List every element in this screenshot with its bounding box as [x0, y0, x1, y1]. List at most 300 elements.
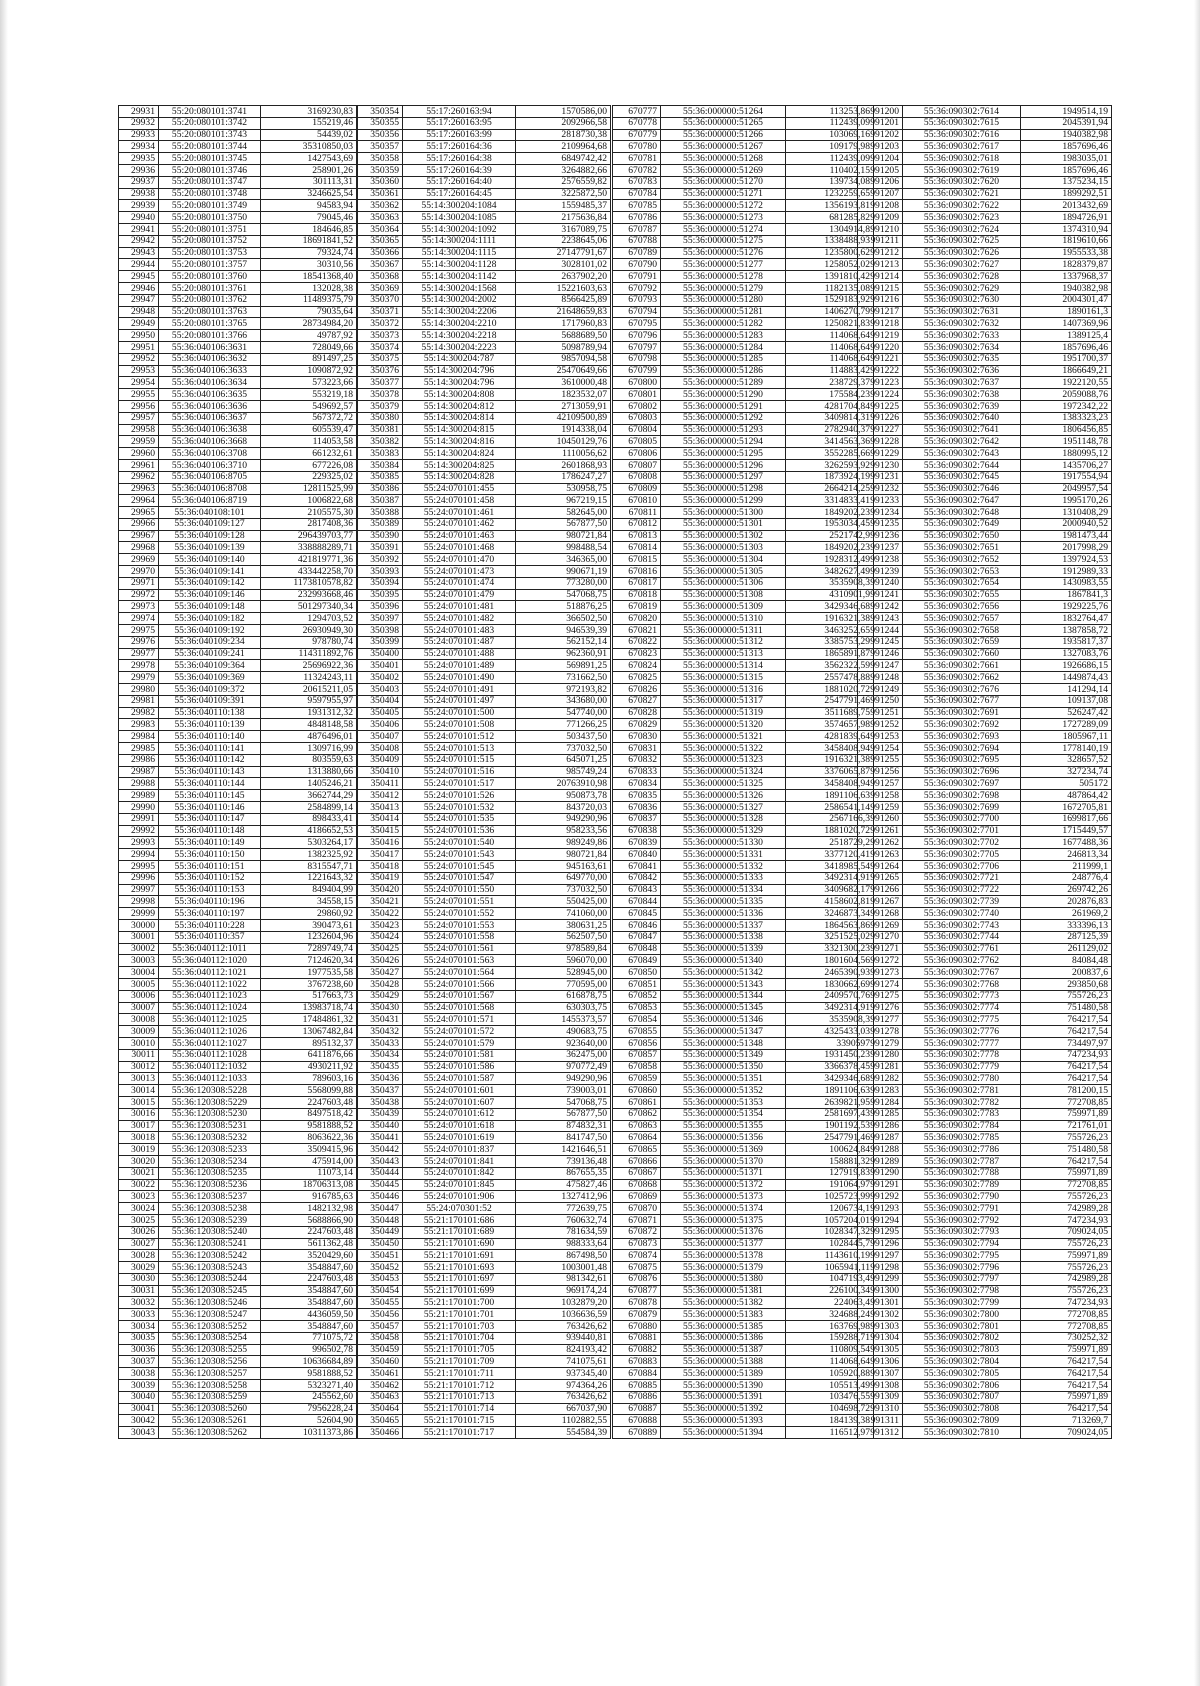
- table-row: [613, 931, 874, 943]
- cadastral-value: 1830662,69: [786, 978, 874, 990]
- table-row: [613, 377, 874, 389]
- cadastral-value: 1427543,69: [261, 153, 357, 165]
- cadastral-value: 3463252,65: [786, 625, 874, 637]
- cadastral-value: 3409814,31: [786, 412, 874, 424]
- cadastral-value: 1865891,87: [786, 648, 874, 660]
- cadastral-number: 55:36:040110:197: [159, 908, 261, 920]
- table-row: [858, 1297, 1112, 1309]
- cadastral-number: 55:24:070101:535: [403, 813, 516, 825]
- cadastral-value: 1232604,96: [261, 931, 357, 943]
- cadastral-value: 338888289,71: [261, 542, 357, 554]
- row-number: 350415: [358, 825, 403, 837]
- cadastral-number: 55:36:000000:51283: [661, 330, 786, 342]
- row-number: 350402: [358, 672, 403, 684]
- cadastral-number: 55:36:000000:51286: [661, 365, 786, 377]
- row-number: 670841: [613, 861, 661, 873]
- cadastral-number: 55:36:090302:7774: [903, 1002, 1021, 1014]
- row-number: 991284: [858, 1096, 903, 1108]
- row-number: 670824: [613, 660, 661, 672]
- row-number: 670839: [613, 837, 661, 849]
- row-number: 350395: [358, 589, 403, 601]
- cadastral-number: 55:24:070101:473: [403, 566, 516, 578]
- cadastral-value: 3262593,92: [786, 459, 874, 471]
- row-number: 29979: [119, 672, 159, 684]
- row-number: 991244: [858, 625, 903, 637]
- cadastral-value: 1891106,63: [786, 1085, 874, 1097]
- table-row: [858, 554, 1112, 566]
- cadastral-value: 1235800,62: [786, 247, 874, 259]
- cadastral-number: 55:36:040112:1027: [159, 1037, 261, 1049]
- row-number: 991250: [858, 695, 903, 707]
- row-number: 29998: [119, 896, 159, 908]
- cadastral-number: 55:14:300204:787: [403, 353, 516, 365]
- row-number: 991268: [858, 908, 903, 920]
- table-row: [858, 353, 1112, 365]
- cadastral-value: 1981473,44: [1021, 530, 1112, 542]
- cadastral-number: 55:24:070101:474: [403, 577, 516, 589]
- row-number: 991292: [858, 1191, 903, 1203]
- row-number: 350414: [358, 813, 403, 825]
- cadastral-number: 55:36:120308:5261: [159, 1415, 261, 1427]
- cadastral-value: 3492314,91: [786, 1002, 874, 1014]
- cadastral-value: 79324,74: [261, 247, 357, 259]
- row-number: 991303: [858, 1321, 903, 1333]
- cadastral-value: 114068,64: [786, 341, 874, 353]
- row-number: 991301: [858, 1297, 903, 1309]
- cadastral-number: 55:36:090302:7744: [903, 931, 1021, 943]
- cadastral-number: 55:14:300204:1092: [403, 223, 516, 235]
- cadastral-value: 1931450,23: [786, 1049, 874, 1061]
- cadastral-number: 55:24:070101:489: [403, 660, 516, 672]
- cadastral-value: 3366378,45: [786, 1061, 874, 1073]
- cadastral-number: 55:36:000000:51381: [661, 1285, 786, 1297]
- table-row: [119, 1049, 357, 1061]
- cadastral-value: 974364,26: [516, 1380, 611, 1392]
- row-number: 991287: [858, 1132, 903, 1144]
- table-row: [119, 1415, 357, 1427]
- cadastral-number: 55:36:040109:241: [159, 648, 261, 660]
- table-row: [358, 861, 611, 873]
- cadastral-number: 55:36:090302:7652: [903, 554, 1021, 566]
- cadastral-value: 824193,42: [516, 1344, 611, 1356]
- row-number: 991214: [858, 271, 903, 283]
- table-row: [858, 1203, 1112, 1215]
- cadastral-number: 55:24:070101:512: [403, 731, 516, 743]
- cadastral-number: 55:17:260164:38: [403, 153, 516, 165]
- row-number: 670801: [613, 389, 661, 401]
- cadastral-number: 55:36:090302:7623: [903, 212, 1021, 224]
- cadastral-number: 55:36:000000:51291: [661, 400, 786, 412]
- row-number: 670788: [613, 235, 661, 247]
- cadastral-number: 55:36:090302:7655: [903, 589, 1021, 601]
- cadastral-value: 1529183,92: [786, 294, 874, 306]
- row-number: 991228: [858, 436, 903, 448]
- table-row: [858, 872, 1112, 884]
- cadastral-value: 26930949,30: [261, 625, 357, 637]
- table-row: [858, 754, 1112, 766]
- table-row: [858, 542, 1112, 554]
- table-row: [613, 1380, 874, 1392]
- row-number: 991202: [858, 129, 903, 141]
- table-row: [358, 660, 611, 672]
- table-row: [613, 1427, 874, 1439]
- cadastral-number: 55:36:090302:7621: [903, 188, 1021, 200]
- row-number: 350417: [358, 849, 403, 861]
- table-row: [358, 1403, 611, 1415]
- cadastral-value: 764217,54: [1021, 1073, 1112, 1085]
- row-number: 991213: [858, 259, 903, 271]
- table-row: [119, 872, 357, 884]
- cadastral-number: 55:14:300204:824: [403, 448, 516, 460]
- cadastral-number: 55:36:000000:51386: [661, 1332, 786, 1344]
- table-row: [358, 1332, 611, 1344]
- cadastral-value: 4325433,03: [786, 1026, 874, 1038]
- table-row: [358, 353, 611, 365]
- table-row: [858, 931, 1112, 943]
- cadastral-value: 2639821,95: [786, 1096, 874, 1108]
- cadastral-value: 1391810,42: [786, 271, 874, 283]
- cadastral-value: 751480,58: [1021, 1002, 1112, 1014]
- table-row: [613, 141, 874, 153]
- cadastral-value: 1951700,37: [1021, 353, 1112, 365]
- row-number: 670828: [613, 707, 661, 719]
- cadastral-number: 55:14:300204:815: [403, 424, 516, 436]
- cadastral-value: 3409682,17: [786, 884, 874, 896]
- table-row: [858, 365, 1112, 377]
- cadastral-number: 55:24:070101:526: [403, 790, 516, 802]
- table-row: [858, 1226, 1112, 1238]
- table-row: [358, 1226, 611, 1238]
- table-row: [858, 235, 1112, 247]
- row-number: 350365: [358, 235, 403, 247]
- table-row: [119, 483, 357, 495]
- table-row: [613, 1250, 874, 1262]
- table-row: [358, 212, 611, 224]
- cadastral-value: 3492314,91: [786, 872, 874, 884]
- table-row: [358, 1214, 611, 1226]
- cadastral-value: 3548847,60: [261, 1285, 357, 1297]
- cadastral-number: 55:36:000000:51303: [661, 542, 786, 554]
- table-row: [613, 896, 874, 908]
- cadastral-number: 55:20:080101:3745: [159, 153, 261, 165]
- cadastral-value: 747234,93: [1021, 1049, 1112, 1061]
- cadastral-value: 5688689,50: [516, 330, 611, 342]
- cadastral-value: 649770,00: [516, 872, 611, 884]
- cadastral-number: 55:36:000000:51273: [661, 212, 786, 224]
- table-row: [613, 813, 874, 825]
- row-number: 670854: [613, 1014, 661, 1026]
- table-row: [858, 1014, 1112, 1026]
- row-number: 29985: [119, 743, 159, 755]
- row-number: 670859: [613, 1073, 661, 1085]
- table-row: [358, 872, 611, 884]
- table-row: [119, 625, 357, 637]
- cadastral-value: 709024,05: [1021, 1226, 1112, 1238]
- cadastral-value: 226100,34: [786, 1285, 874, 1297]
- cadastral-value: 867655,35: [516, 1167, 611, 1179]
- row-number: 29982: [119, 707, 159, 719]
- row-number: 29950: [119, 330, 159, 342]
- table-row: [613, 495, 874, 507]
- row-number: 29995: [119, 861, 159, 873]
- cadastral-value: 1935817,37: [1021, 636, 1112, 648]
- row-number: 670802: [613, 400, 661, 412]
- row-number: 350439: [358, 1108, 403, 1120]
- cadastral-value: 2637902,20: [516, 271, 611, 283]
- table-row: [613, 1179, 874, 1191]
- table-row: [119, 259, 357, 271]
- cadastral-number: 55:36:120308:5232: [159, 1132, 261, 1144]
- cadastral-number: 55:36:090302:7617: [903, 141, 1021, 153]
- cadastral-number: 55:36:000000:51272: [661, 200, 786, 212]
- cadastral-value: 1407369,96: [1021, 318, 1112, 330]
- table-row: [358, 117, 611, 129]
- table-row: [858, 483, 1112, 495]
- cadastral-value: 238729,37: [786, 377, 874, 389]
- table-row: [613, 743, 874, 755]
- table-row: [119, 778, 357, 790]
- row-number: 350374: [358, 341, 403, 353]
- cadastral-value: 755726,23: [1021, 1285, 1112, 1297]
- row-number: 991262: [858, 837, 903, 849]
- table-row: [119, 1002, 357, 1014]
- cadastral-value: 11073,14: [261, 1167, 357, 1179]
- cadastral-value: 7289749,74: [261, 943, 357, 955]
- cadastral-value: 759971,89: [1021, 1250, 1112, 1262]
- cadastral-number: 55:14:300204:808: [403, 389, 516, 401]
- cadastral-number: 55:36:040109:139: [159, 542, 261, 554]
- row-number: 30039: [119, 1380, 159, 1392]
- cadastral-number: 55:36:000000:51374: [661, 1203, 786, 1215]
- row-number: 670846: [613, 919, 661, 931]
- cadastral-number: 55:36:000000:51333: [661, 872, 786, 884]
- cadastral-value: 895132,37: [261, 1037, 357, 1049]
- row-number: 350457: [358, 1321, 403, 1333]
- row-number: 30003: [119, 955, 159, 967]
- row-number: 30042: [119, 1415, 159, 1427]
- cadastral-value: 1717960,83: [516, 318, 611, 330]
- cadastral-value: 849404,99: [261, 884, 357, 896]
- cadastral-value: 110402,15: [786, 164, 874, 176]
- cadastral-value: 2238645,06: [516, 235, 611, 247]
- cadastral-number: 55:24:070101:508: [403, 719, 516, 731]
- row-number: 350466: [358, 1427, 403, 1439]
- table-row: [119, 766, 357, 778]
- cadastral-number: 55:36:090302:7783: [903, 1108, 1021, 1120]
- cadastral-number: 55:20:080101:3743: [159, 129, 261, 141]
- cadastral-value: 261969,2: [1021, 908, 1112, 920]
- table-row: [613, 1226, 874, 1238]
- cadastral-table: [612, 105, 874, 1439]
- table-row: [858, 1391, 1112, 1403]
- cadastral-value: 29860,92: [261, 908, 357, 920]
- cadastral-value: 530958,75: [516, 483, 611, 495]
- table-row: [358, 389, 611, 401]
- row-number: 991302: [858, 1309, 903, 1321]
- cadastral-value: 7124620,34: [261, 955, 357, 967]
- cadastral-value: 3511689,75: [786, 707, 874, 719]
- cadastral-value: 1801604,56: [786, 955, 874, 967]
- cadastral-value: 2000940,52: [1021, 518, 1112, 530]
- table-row: [119, 1356, 357, 1368]
- cadastral-value: 1953034,45: [786, 518, 874, 530]
- row-number: 350438: [358, 1096, 403, 1108]
- cadastral-number: 55:36:090302:7696: [903, 766, 1021, 778]
- table-row: [119, 459, 357, 471]
- cadastral-number: 55:36:040110:150: [159, 849, 261, 861]
- table-row: [119, 648, 357, 660]
- table-row: [358, 1061, 611, 1073]
- cadastral-value: 1805967,11: [1021, 731, 1112, 743]
- table-row: [358, 1155, 611, 1167]
- cadastral-value: 1806456,85: [1021, 424, 1112, 436]
- table-row: [358, 613, 611, 625]
- row-number: 991253: [858, 731, 903, 743]
- table-row: [358, 318, 611, 330]
- row-number: 670875: [613, 1262, 661, 1274]
- row-number: 991249: [858, 684, 903, 696]
- row-number: 30014: [119, 1085, 159, 1097]
- cadastral-number: 55:36:000000:51304: [661, 554, 786, 566]
- cadastral-value: 1482132,98: [261, 1203, 357, 1215]
- cadastral-value: 324688,24: [786, 1309, 874, 1321]
- table-row: [119, 518, 357, 530]
- table-row: [358, 365, 611, 377]
- cadastral-value: 1940382,98: [1021, 129, 1112, 141]
- table-row: [358, 518, 611, 530]
- cadastral-value: 343680,00: [516, 695, 611, 707]
- cadastral-value: 567877,50: [516, 518, 611, 530]
- cadastral-number: 55:24:070101:458: [403, 495, 516, 507]
- table-row: [613, 507, 874, 519]
- cadastral-value: 112439,09: [786, 117, 874, 129]
- cadastral-value: 2584899,14: [261, 802, 357, 814]
- table-row: [119, 566, 357, 578]
- cadastral-value: 362475,00: [516, 1049, 611, 1061]
- cadastral-value: 1421646,51: [516, 1144, 611, 1156]
- table-row: [119, 813, 357, 825]
- cadastral-number: 55:36:090302:7676: [903, 684, 1021, 696]
- table-row: [858, 1403, 1112, 1415]
- table-row: [358, 648, 611, 660]
- table-row: [858, 967, 1112, 979]
- row-number: 350368: [358, 271, 403, 283]
- cadastral-value: 3246625,54: [261, 188, 357, 200]
- table-row: [613, 566, 874, 578]
- table-row: [119, 1273, 357, 1285]
- row-number: 991239: [858, 566, 903, 578]
- cadastral-number: 55:36:040110:145: [159, 790, 261, 802]
- table-row: [358, 731, 611, 743]
- table-row: [858, 648, 1112, 660]
- cadastral-number: 55:36:000000:51300: [661, 507, 786, 519]
- cadastral-number: 55:14:300204:1115: [403, 247, 516, 259]
- cadastral-number: 55:36:090302:7643: [903, 448, 1021, 460]
- cadastral-number: 55:36:090302:7650: [903, 530, 1021, 542]
- table-row: [613, 306, 874, 318]
- cadastral-value: 760632,74: [516, 1214, 611, 1226]
- row-number: 670810: [613, 495, 661, 507]
- cadastral-value: 3548847,60: [261, 1321, 357, 1333]
- cadastral-value: 1375234,15: [1021, 176, 1112, 188]
- table-row: [613, 530, 874, 542]
- cadastral-value: 764217,54: [1021, 1356, 1112, 1368]
- cadastral-value: 8315547,71: [261, 861, 357, 873]
- row-number: 670781: [613, 153, 661, 165]
- table-column-3: [612, 105, 874, 1439]
- table-row: [858, 672, 1112, 684]
- row-number: 670804: [613, 424, 661, 436]
- table-row: [613, 766, 874, 778]
- cadastral-value: 114068,64: [786, 353, 874, 365]
- row-number: 670792: [613, 282, 661, 294]
- row-number: 991254: [858, 743, 903, 755]
- row-number: 991258: [858, 790, 903, 802]
- table-row: [358, 424, 611, 436]
- cadastral-value: 2004301,47: [1021, 294, 1112, 306]
- table-row: [119, 896, 357, 908]
- table-row: [358, 577, 611, 589]
- cadastral-number: 55:17:260163:94: [403, 106, 516, 118]
- cadastral-number: 55:24:070101:479: [403, 589, 516, 601]
- row-number: 350355: [358, 117, 403, 129]
- table-column-1: [118, 105, 357, 1439]
- cadastral-value: 751480,58: [1021, 1144, 1112, 1156]
- row-number: 29943: [119, 247, 159, 259]
- cadastral-number: 55:36:090302:7789: [903, 1179, 1021, 1191]
- row-number: 30034: [119, 1321, 159, 1333]
- cadastral-value: 731662,50: [516, 672, 611, 684]
- cadastral-number: 55:36:040112:1025: [159, 1014, 261, 1026]
- table-row: [358, 1037, 611, 1049]
- table-row: [119, 908, 357, 920]
- row-number: 30037: [119, 1356, 159, 1368]
- cadastral-number: 55:24:070101:842: [403, 1167, 516, 1179]
- cadastral-number: 55:36:090302:7636: [903, 365, 1021, 377]
- table-row: [119, 164, 357, 176]
- cadastral-number: 55:36:000000:51339: [661, 943, 786, 955]
- cadastral-number: 55:36:090302:7641: [903, 424, 1021, 436]
- cadastral-value: 2518729,2: [786, 837, 874, 849]
- row-number: 29956: [119, 400, 159, 412]
- row-number: 350385: [358, 471, 403, 483]
- table-row: [858, 188, 1112, 200]
- table-row: [858, 1191, 1112, 1203]
- cadastral-value: 969174,24: [516, 1285, 611, 1297]
- cadastral-value: 1374310,94: [1021, 223, 1112, 235]
- table-row: [358, 601, 611, 613]
- row-number: 991232: [858, 483, 903, 495]
- cadastral-value: 229325,02: [261, 471, 357, 483]
- cadastral-number: 55:36:090302:7660: [903, 648, 1021, 660]
- row-number: 350431: [358, 1014, 403, 1026]
- table-row: [119, 365, 357, 377]
- table-row: [119, 1332, 357, 1344]
- row-number: 350462: [358, 1380, 403, 1392]
- row-number: 991269: [858, 919, 903, 931]
- table-row: [858, 1285, 1112, 1297]
- cadastral-value: 742989,28: [1021, 1273, 1112, 1285]
- row-number: 29931: [119, 106, 159, 118]
- table-row: [358, 790, 611, 802]
- row-number: 991234: [858, 507, 903, 519]
- row-number: 29978: [119, 660, 159, 672]
- row-number: 991224: [858, 389, 903, 401]
- cadastral-value: 949290,96: [516, 1073, 611, 1085]
- row-number: 29993: [119, 837, 159, 849]
- cadastral-value: 114883,42: [786, 365, 874, 377]
- table-row: [119, 1108, 357, 1120]
